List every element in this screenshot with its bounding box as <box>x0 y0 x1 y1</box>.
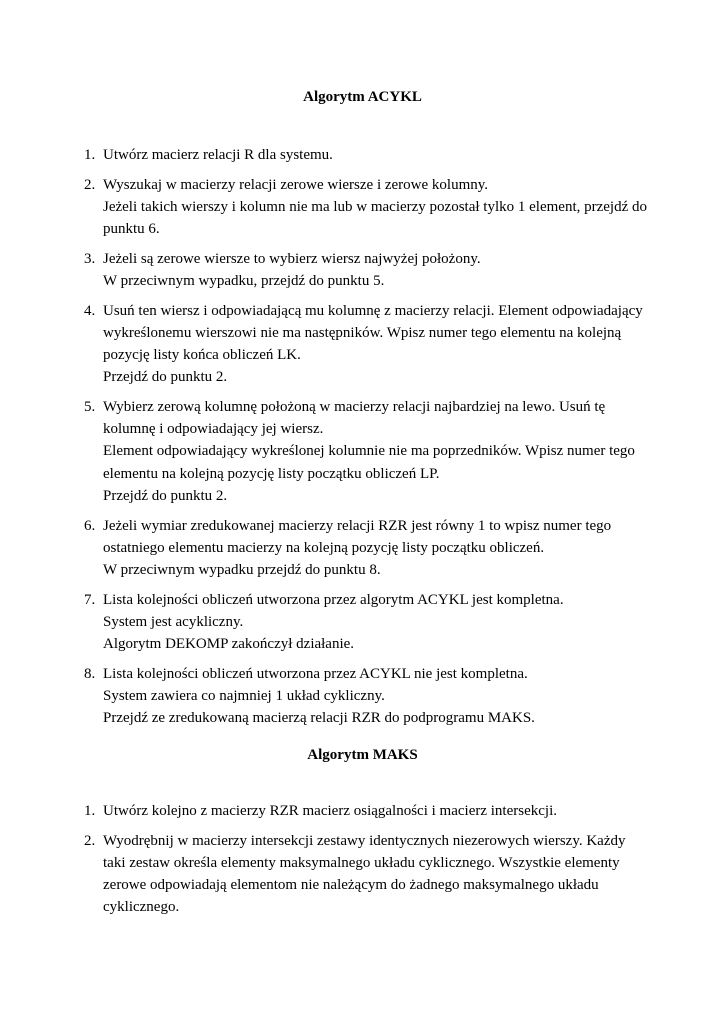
step-text-line: W przeciwnym wypadku, przejdź do punktu 5. <box>103 273 385 290</box>
step-item <box>84 248 644 292</box>
step-number: 7. <box>84 591 96 608</box>
step-text-line: Usuń ten wiersz i odpowiadającą mu kolumnę z macierzy relacji. Element odpowiadający <box>103 302 643 319</box>
step-number: 5. <box>84 399 96 416</box>
step-text-line: Przejdź do punktu 2. <box>103 487 228 504</box>
step-item <box>84 800 644 822</box>
algorithm-steps-acykl <box>84 144 647 737</box>
step-text-line: Utwórz macierz relacji R dla systemu. <box>103 147 333 163</box>
step-text-line: wykreślonemu wierszowi nie ma następników. Wpisz numer tego elementu na kolejną <box>103 324 622 341</box>
step-item <box>84 300 644 389</box>
step-text-line: Algorytm DEKOMP zakończył działanie. <box>103 636 355 653</box>
step-text-line: Wyodrębnij w macierzy intersekcji zestawy identycznych niezerowych wierszy. Każdy <box>103 832 626 849</box>
section-title-acykl: Algorytm ACYKL <box>303 89 422 105</box>
step-text-line: System zawiera co najmniej 1 układ cykliczny. <box>103 687 385 704</box>
step-text-line: Przejdź ze zredukowaną macierzą relacji RZR do podprogramu MAKS. <box>103 710 535 727</box>
step-text-line: taki zestaw określa elementy maksymalnego układu cyklicznego. Wszystkie elementy <box>103 854 620 871</box>
step-text-line: Lista kolejności obliczeń utworzona przez algorytm ACYKL jest kompletna. <box>103 591 564 608</box>
step-number: 1. <box>84 803 96 819</box>
step-item <box>84 144 644 166</box>
step-text-line: Element odpowiadający wykreślonej kolumnie nie ma poprzedników. Wpisz numer tego <box>103 443 635 460</box>
step-text-line: Lista kolejności obliczeń utworzona przez ACYKL nie jest kompletna. <box>103 665 528 682</box>
step-text-line: W przeciwnym wypadku przejdź do punktu 8. <box>103 561 381 578</box>
algorithm-steps-maks <box>84 800 644 926</box>
step-number: 2. <box>84 832 96 849</box>
step-number: 3. <box>84 250 96 267</box>
step-text-line: Jeżeli są zerowe wiersze to wybierz wiersz najwyżej położony. <box>103 250 481 267</box>
step-text-line: pozycję listy końca obliczeń LK. <box>103 347 301 364</box>
step-text-line: punktu 6. <box>103 221 160 238</box>
step-text-line: Jeżeli takich wierszy i kolumn nie ma lub w macierzy pozostał tylko 1 element, przejdź do <box>103 198 647 215</box>
step-text-line: Jeżeli wymiar zredukowanej macierzy relacji RZR jest równy 1 to wpisz numer tego <box>103 517 612 534</box>
step-text-line: elementu na kolejną pozycję listy początku obliczeń LP. <box>103 465 440 482</box>
step-item <box>84 663 644 730</box>
step-number: 1. <box>84 147 96 163</box>
step-number: 8. <box>84 665 96 682</box>
step-item <box>84 396 644 507</box>
section-title-maks: Algorytm MAKS <box>307 747 418 763</box>
step-item <box>84 589 644 656</box>
step-text-line: Wyszukaj w macierzy relacji zerowe wiersze i zerowe kolumny. <box>103 176 489 193</box>
step-text-line: zerowe odpowiadają elementom nie należącym do żadnego maksymalnego układu <box>103 877 599 894</box>
step-text-line: kolumnę i odpowiadający jej wiersz. <box>103 421 324 438</box>
step-text-line: Przejdź do punktu 2. <box>103 369 228 386</box>
step-text-line: cyklicznego. <box>103 899 180 916</box>
step-number: 2. <box>84 176 96 193</box>
step-item <box>84 515 644 582</box>
step-text-line: Wybierz zerową kolumnę położoną w macierzy relacji najbardziej na lewo. Usuń tę <box>103 399 606 416</box>
step-text-line: ostatniego elementu macierzy na kolejną pozycję listy początku obliczeń. <box>103 539 545 556</box>
step-item <box>84 830 644 919</box>
step-number: 4. <box>84 302 96 319</box>
step-text-line: System jest acykliczny. <box>103 613 244 630</box>
step-text-line: Utwórz kolejno z macierzy RZR macierz osiągalności i macierz intersekcji. <box>103 803 557 819</box>
step-number: 6. <box>84 517 96 534</box>
step-item <box>84 174 647 241</box>
